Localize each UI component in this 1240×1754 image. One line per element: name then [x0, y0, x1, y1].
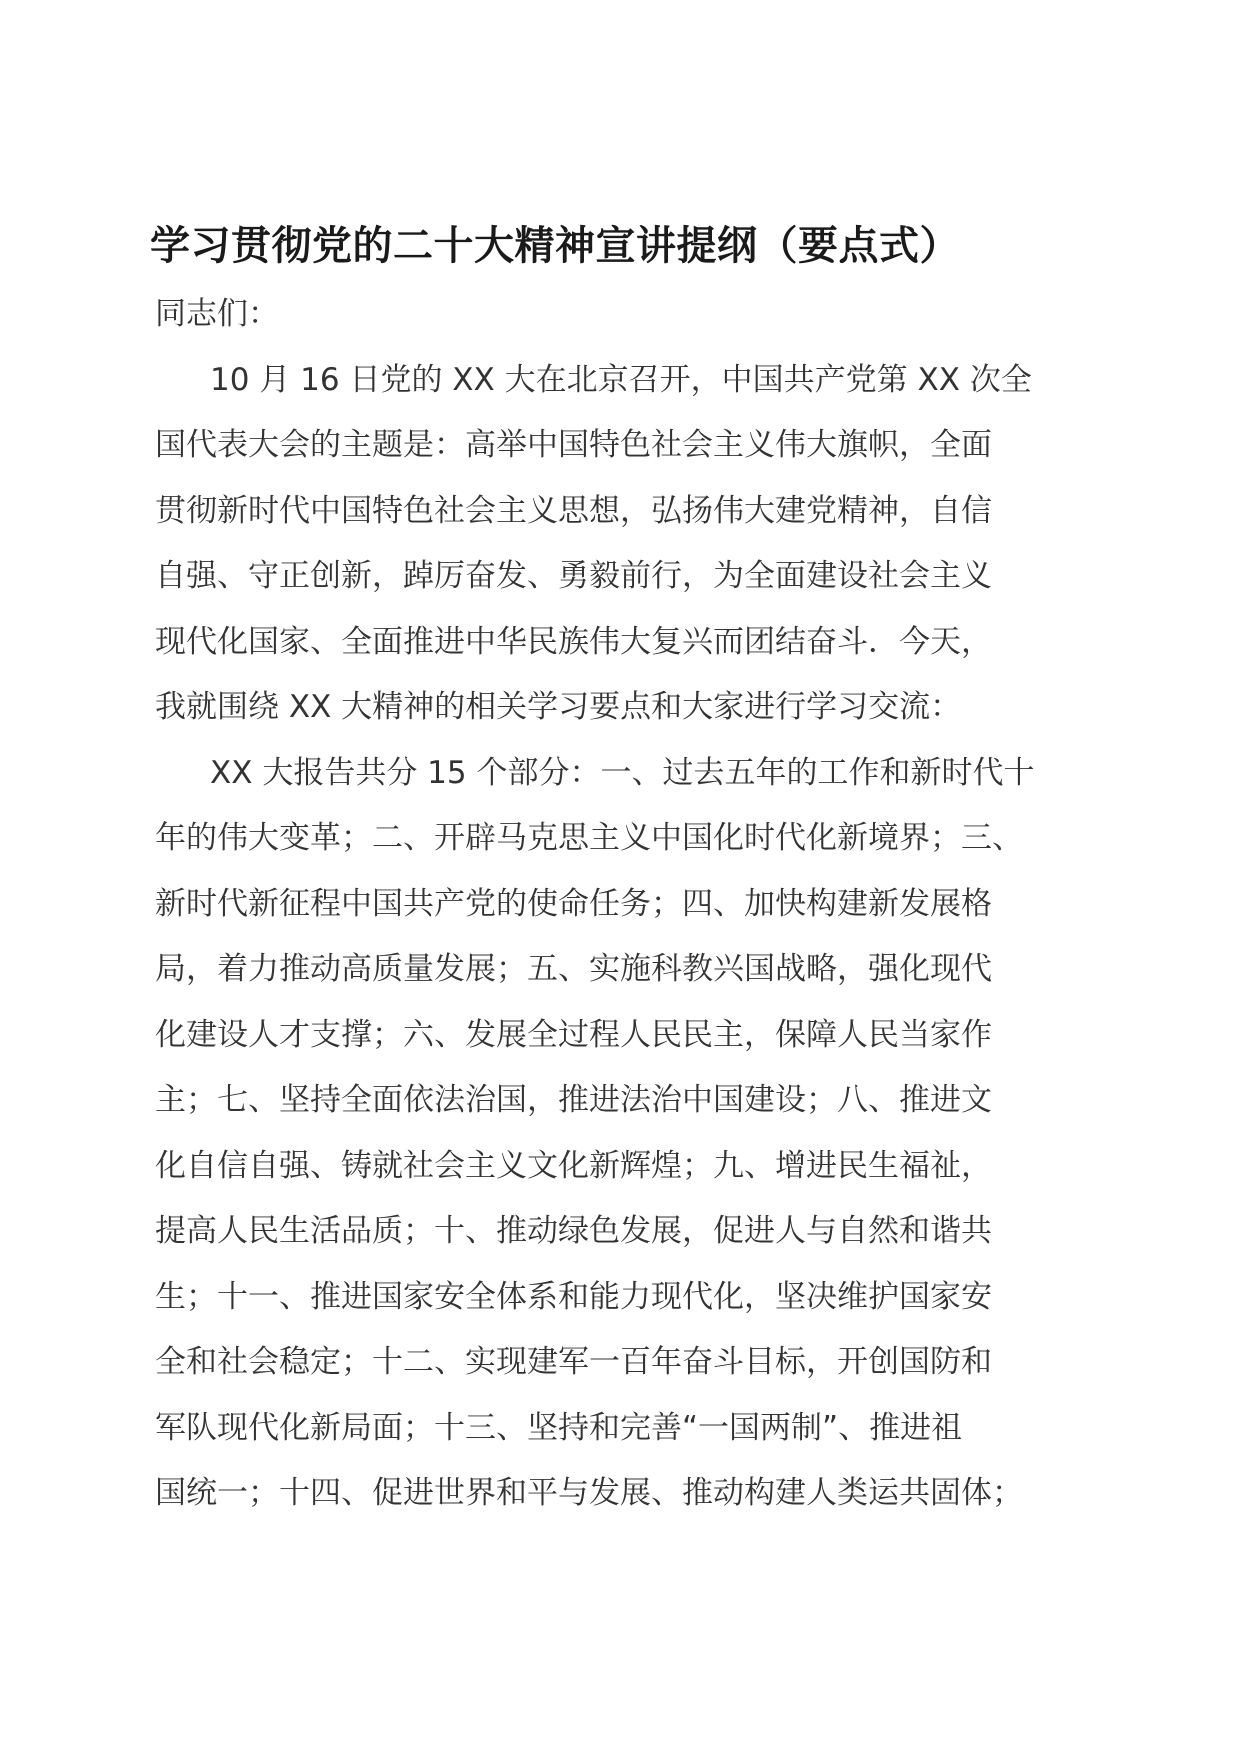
paragraph-line: 化自信自强、铸就社会主义文化新辉煌；九、增进民生福祉，	[155, 1147, 992, 1184]
paragraph-line: 主；七、坚持全面依法治国，推进法治中国建设；八、推进文	[155, 1082, 992, 1118]
paragraph-line: 国代表大会的主题是：高举中国特色社会主义伟大旗帜，全面	[155, 427, 992, 463]
paragraph-line: 局，着力推动高质量发展；五、实施科教兴国战略，强化现代	[155, 951, 992, 987]
paragraph-line: XX 大报告共分 15 个部分：一、过去五年的工作和新时代十	[210, 754, 1035, 791]
paragraph-line: 10 月 16 日党的 XX 大在北京召开，中国共产党第 XX 次全	[210, 361, 1032, 398]
paragraph-line: 提高人民生活品质；十、推动绿色发展，促进人与自然和谐共	[155, 1213, 992, 1249]
paragraph-report-sections	[155, 741, 1085, 1527]
paragraph-line: 军队现代化新局面；十三、坚持和完善“一国两制”、推进祖	[155, 1409, 963, 1446]
paragraph-theme	[155, 348, 1085, 741]
paragraph-line: 我就围绕 XX 大精神的相关学习要点和大家进行学习交流：	[155, 689, 962, 725]
paragraph-line: 国统一；十四、促进世界和平与发展、推动构建人类运共固体；	[155, 1475, 1023, 1511]
document-title: 学习贯彻党的二十大精神宣讲提纲（要点式）	[150, 223, 960, 269]
paragraph-line: 贯彻新时代中国特色社会主义思想，弘扬伟大建党精神，自信	[155, 492, 992, 529]
paragraph-line: 现代化国家、全面推进中华民族伟大复兴而团结奋斗．今天，	[155, 623, 992, 660]
document-body	[155, 282, 1085, 1527]
paragraph-line: 全和社会稳定；十二、实现建军一百年奋斗目标，开创国防和	[155, 1344, 992, 1380]
paragraph-line: 生；十一、推进国家安全体系和能力现代化，坚决维护国家安	[155, 1278, 992, 1315]
paragraph-line: 年的伟大变革；二、开辟马克思主义中国化时代化新境界；三、	[155, 820, 1023, 856]
paragraph-line: 化建设人才支撑；六、发展全过程人民民主，保障人民当家作	[155, 1016, 992, 1053]
salutation: 同志们：	[155, 296, 279, 332]
paragraph-line: 自强、守正创新，踔厉奋发、勇毅前行，为全面建设社会主义	[155, 558, 992, 594]
paragraph-line: 新时代新征程中国共产党的使命任务；四、加快构建新发展格	[155, 885, 992, 922]
